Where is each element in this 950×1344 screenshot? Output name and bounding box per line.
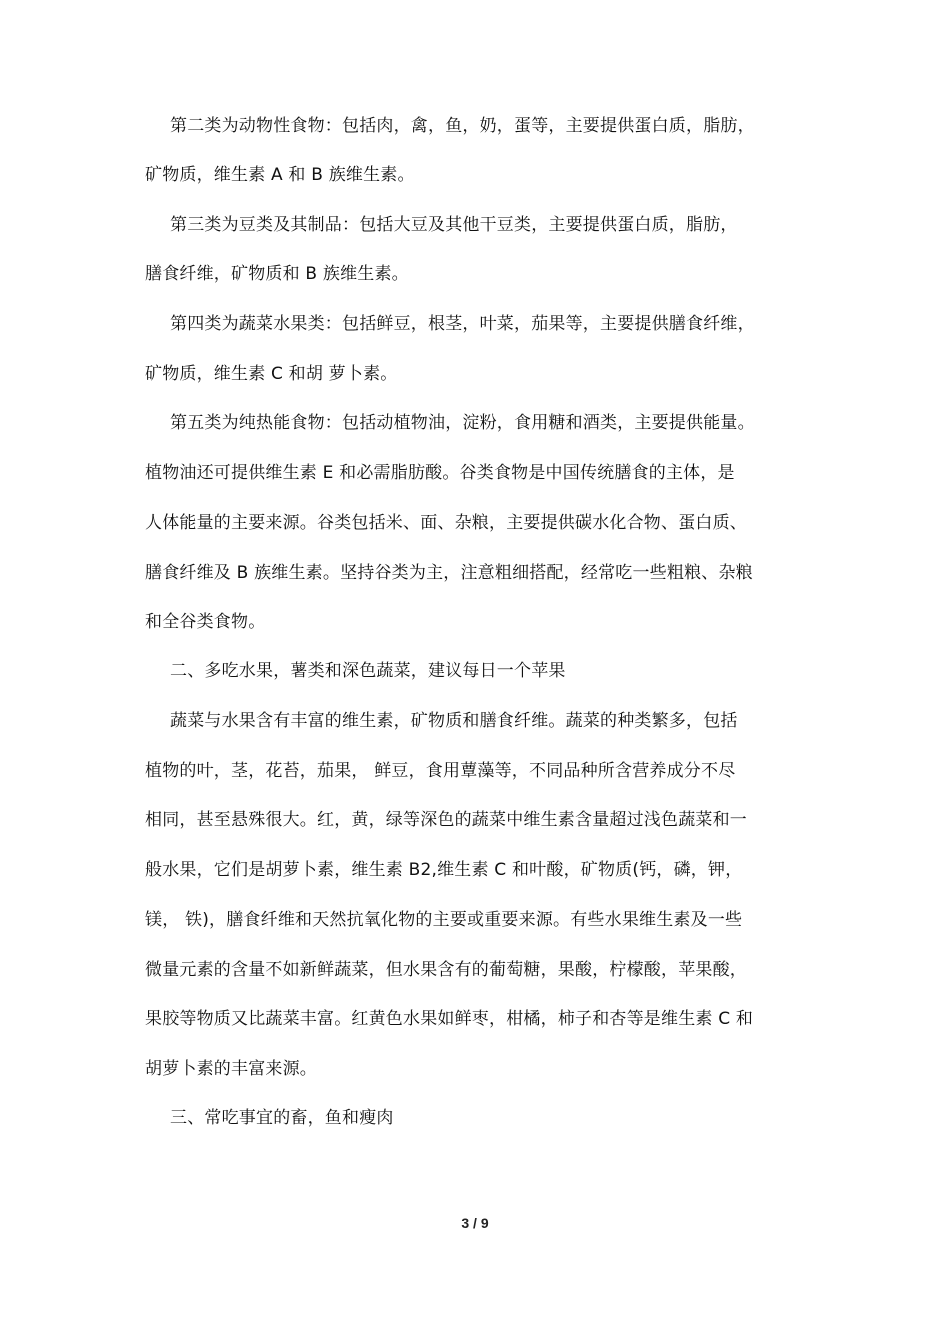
section-heading: 三、常吃事宜的畜，鱼和瘦肉 — [170, 1108, 394, 1128]
text-line: 相同，甚至悬殊很大。红，黄，绿等深色的蔬菜中维生素含量超过浅色蔬菜和一 — [145, 810, 747, 830]
text-line: 第三类为豆类及其制品：包括大豆及其他干豆类，主要提供蛋白质，脂肪， — [170, 215, 738, 235]
text-line: 第四类为蔬菜水果类：包括鲜豆，根茎，叶菜，茄果等，主要提供膳食纤维， — [170, 314, 755, 334]
text-line: 果胶等物质又比蔬菜丰富。红黄色水果如鲜枣，柑橘，柿子和杏等是维生素 C 和 — [145, 1009, 754, 1029]
text-line: 人体能量的主要来源。谷类包括米、面、杂粮，主要提供碳水化合物、蛋白质、 — [145, 513, 747, 533]
section-heading: 二、多吃水果，薯类和深色蔬菜，建议每日一个苹果 — [170, 661, 566, 681]
page-number: 3 / 9 — [461, 1215, 489, 1231]
text-line: 植物油还可提供维生素 E 和必需脂肪酸。谷类食物是中国传统膳食的主体，是 — [145, 463, 735, 483]
text-line: 第五类为纯热能食物：包括动植物油，淀粉，食用糖和酒类，主要提供能量。 — [170, 413, 755, 433]
text-line: 植物的叶，茎，花苔，茄果， 鲜豆，食用蕈藻等，不同品种所含营养成分不尽 — [145, 761, 736, 781]
text-line: 第二类为动物性食物：包括肉，禽，鱼，奶，蛋等，主要提供蛋白质，脂肪， — [170, 116, 755, 136]
text-line: 膳食纤维及 B 族维生素。坚持谷类为主，注意粗细搭配，经常吃一些粗粮、杂粮 — [145, 563, 753, 583]
text-line: 矿物质，维生素 C 和胡 萝卜素。 — [145, 364, 398, 384]
text-line: 微量元素的含量不如新鲜蔬菜，但水果含有的葡萄糖，果酸，柠檬酸，苹果酸， — [145, 960, 747, 980]
text-line: 般水果，它们是胡萝卜素，维生素 B2,维生素 C 和叶酸，矿物质(钙，磷，钾， — [145, 860, 743, 880]
text-line: 蔬菜与水果含有丰富的维生素，矿物质和膳食纤维。蔬菜的种类繁多，包括 — [170, 711, 738, 731]
text-line: 胡萝卜素的丰富来源。 — [145, 1059, 317, 1079]
text-line: 膳食纤维，矿物质和 B 族维生素。 — [145, 264, 409, 284]
text-line: 和全谷类食物。 — [145, 612, 266, 632]
text-line: 矿物质，维生素 A 和 B 族维生素。 — [145, 165, 415, 185]
text-line: 镁， 铁)，膳食纤维和天然抗氧化物的主要或重要来源。有些水果维生素及一些 — [145, 910, 743, 930]
